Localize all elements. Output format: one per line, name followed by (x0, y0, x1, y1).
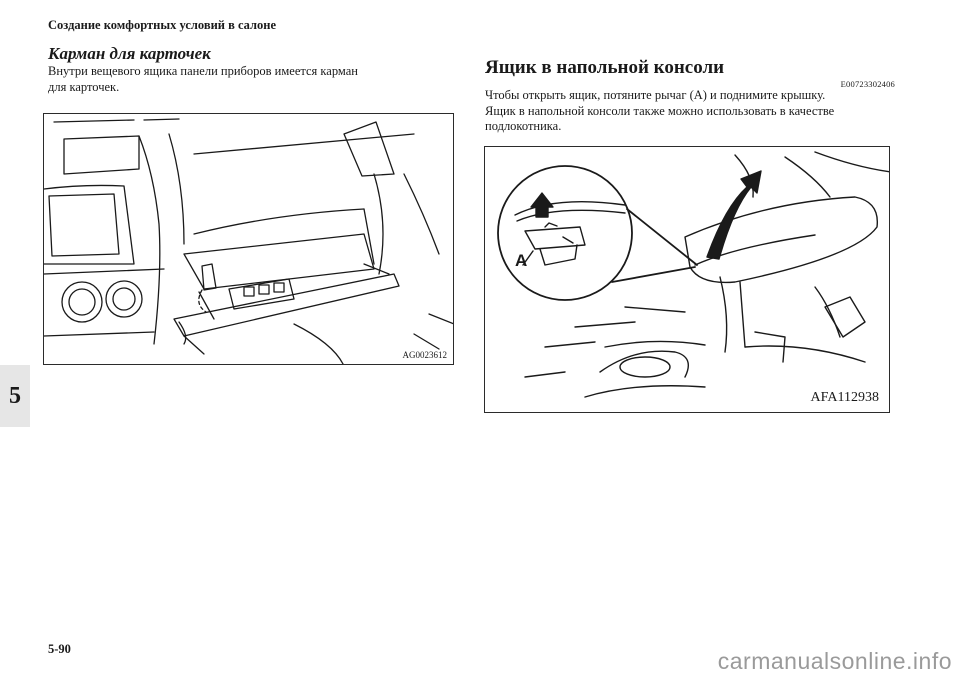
callout-label-a: A (515, 251, 528, 270)
watermark-link[interactable]: carmanualsonline.info (717, 648, 952, 674)
console-box-illustration (484, 146, 890, 413)
card-pocket-heading: Карман для карточек (48, 44, 211, 63)
running-title: Создание комфортных условий в салоне (48, 18, 277, 32)
console-box-text (485, 88, 895, 135)
card-pocket-illustration (43, 113, 454, 365)
card-pocket-text (48, 64, 458, 95)
chapter-tab (0, 365, 30, 427)
page-number: 5-90 (48, 642, 71, 656)
console-box-section (485, 56, 895, 135)
console-box-text-line: Чтобы открыть ящик, потяните рычаг (A) и поднимите крышку. (485, 88, 826, 102)
console-box-section-code: E00723302406 (840, 79, 895, 89)
console-box-figure-code: AFA112938 (810, 390, 879, 405)
chapter-number: 5 (9, 382, 21, 409)
card-pocket-section (48, 44, 458, 95)
console-drawing (485, 147, 890, 413)
card-pocket-text-line: для карточек. (48, 79, 120, 94)
console-box-text-line: подлокотника. (485, 119, 562, 133)
card-pocket-figure-code: AG0023612 (402, 350, 447, 360)
console-box-heading: Ящик в напольной консоли (485, 57, 725, 78)
console-box-text-line: Ящик в напольной консоли также можно использовать в качестве (485, 103, 835, 118)
card-pocket-text-line: Внутри вещевого ящика панели приборов имеется карман (48, 64, 358, 78)
glovebox-drawing (44, 114, 454, 365)
